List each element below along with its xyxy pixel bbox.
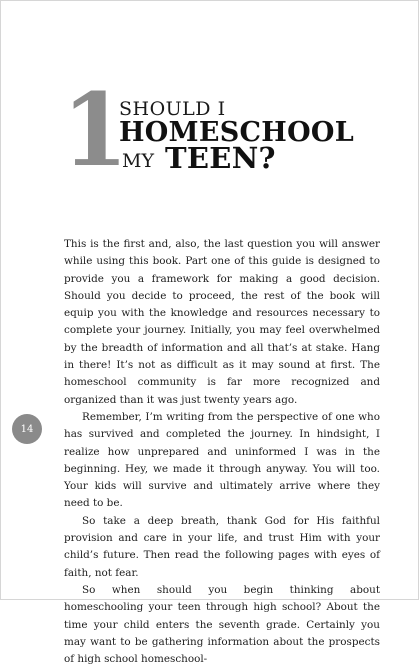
body-text <box>64 236 380 668</box>
chapter-title-line-1: SHOULD I <box>119 98 226 120</box>
paragraph: So take a deep breath, thank God for His faithful provision and care in your life, and trust Him with your child’s future. Then read the following pages with eyes of faith, not fear. <box>64 514 380 579</box>
paragraph: This is the first and, also, the last question you will answer while using this book. Part one of this guide is designed to provide you a framework for making a good decision. Should you decide to proceed, the rest of the book will equip you with the knowledge and resources necessary to complete your journey. Initially, you may feel overwhelmed by the breadth of information and all that’s at stake. Hang in there! It’s not as difficult as it may sound at first. The homeschool community is far more recognized and organized than it was just twenty years ago. <box>64 238 380 406</box>
chapter-title-line-2: HOMESCHOOL <box>119 117 355 148</box>
chapter-header <box>62 71 382 192</box>
paragraph: Remember, I’m writing from the perspective of one who has survived and completed the journey. In hindsight, I realize how unprepared and uninformed I was in the beginning. Hey, we made it through anyway. You will too. Your kids will survive and ultimately arrive where they need to be. <box>64 410 380 510</box>
paragraph: So when should you begin thinking about homeschooling your teen through high school? About the time your child enters the seventh grade. Certainly you may want to be gathering information about the prospects of high school homeschool- <box>64 583 380 666</box>
page-number-badge: 14 <box>12 414 42 444</box>
chapter-title-line-3-big: TEEN? <box>165 141 276 175</box>
chapter-title-line-3-small: MY <box>122 150 154 172</box>
chapter-number: 1 <box>62 71 129 189</box>
